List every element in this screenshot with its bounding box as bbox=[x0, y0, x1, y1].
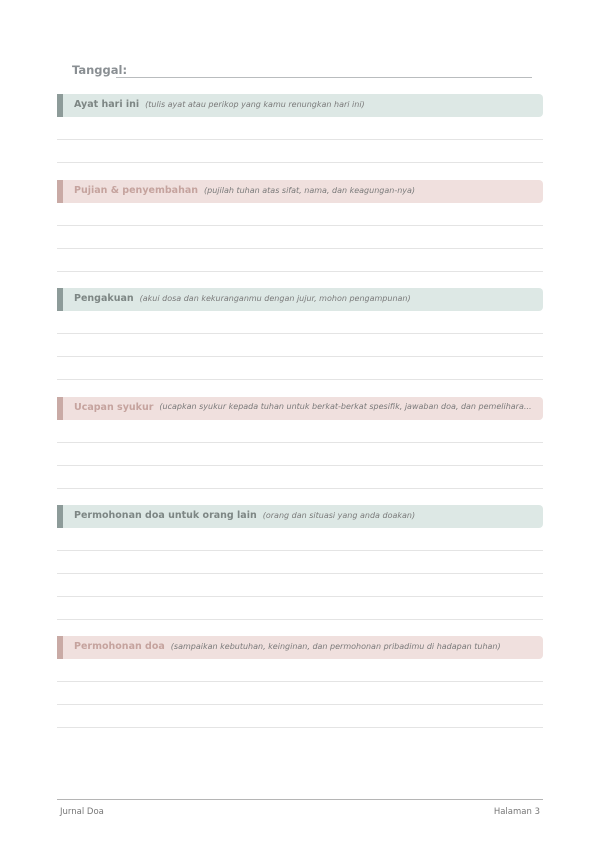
writing-line[interactable] bbox=[57, 442, 543, 443]
footer-page-number: Halaman 3 bbox=[493, 807, 540, 817]
writing-line[interactable] bbox=[57, 465, 543, 466]
writing-line[interactable] bbox=[57, 681, 543, 682]
writing-line[interactable] bbox=[57, 550, 543, 551]
writing-line[interactable] bbox=[57, 619, 543, 620]
writing-line[interactable] bbox=[57, 333, 543, 334]
writing-line[interactable] bbox=[57, 488, 543, 489]
section-accent-bar bbox=[57, 505, 63, 528]
writing-line[interactable] bbox=[57, 248, 543, 249]
section-title: Permohonan doa bbox=[74, 641, 165, 652]
section-accent-bar bbox=[57, 180, 63, 203]
section-title: Pujian & penyembahan bbox=[74, 185, 199, 196]
writing-line[interactable] bbox=[57, 704, 543, 705]
writing-line[interactable] bbox=[57, 356, 543, 357]
section-header bbox=[57, 94, 543, 117]
writing-line[interactable] bbox=[57, 727, 543, 728]
section-accent-bar bbox=[57, 397, 63, 420]
writing-line[interactable] bbox=[57, 596, 543, 597]
section-ayat-hari-ini bbox=[57, 94, 543, 163]
section-accent-bar bbox=[57, 636, 63, 659]
footer-journal-name: Jurnal Doa bbox=[60, 807, 104, 817]
section-accent-bar bbox=[57, 288, 63, 311]
writing-line[interactable] bbox=[57, 379, 543, 380]
writing-line[interactable] bbox=[57, 271, 543, 272]
section-header bbox=[57, 288, 543, 311]
date-label: Tanggal: bbox=[72, 63, 128, 77]
date-input-line[interactable] bbox=[116, 77, 532, 78]
section-ucapan-syukur bbox=[57, 397, 543, 489]
section-title: Ucapan syukur bbox=[74, 402, 154, 413]
section-permohonan-orang-lain bbox=[57, 505, 543, 620]
section-hint: (orang dan situasi yang anda doakan) bbox=[262, 511, 416, 520]
section-header bbox=[57, 636, 543, 659]
section-hint: (akui dosa dan kekuranganmu dengan jujur, mohon pengampunan) bbox=[139, 294, 411, 303]
writing-line[interactable] bbox=[57, 573, 543, 574]
section-hint: (tulis ayat atau perikop yang kamu renungkan hari ini) bbox=[145, 100, 365, 109]
writing-line[interactable] bbox=[57, 139, 543, 140]
writing-line[interactable] bbox=[57, 162, 543, 163]
section-header bbox=[57, 505, 543, 528]
section-pengakuan bbox=[57, 288, 543, 380]
date-row bbox=[72, 62, 532, 80]
footer-divider bbox=[57, 799, 543, 800]
section-hint: (pujilah tuhan atas sifat, nama, dan keagungan-nya) bbox=[204, 186, 416, 195]
section-permohonan-doa bbox=[57, 636, 543, 728]
section-title: Permohonan doa untuk orang lain bbox=[74, 510, 257, 521]
section-title: Ayat hari ini bbox=[74, 99, 140, 110]
section-pujian-penyembahan bbox=[57, 180, 543, 272]
section-title: Pengakuan bbox=[74, 293, 134, 304]
section-hint: (ucapkan syukur kepada tuhan untuk berkat-berkat spesifik, jawaban doa, dan pemelihara... bbox=[159, 402, 532, 411]
writing-line[interactable] bbox=[57, 225, 543, 226]
section-header bbox=[57, 180, 543, 203]
section-hint: (sampaikan kebutuhan, keinginan, dan permohonan pribadimu di hadapan tuhan) bbox=[170, 642, 501, 651]
section-header bbox=[57, 397, 543, 420]
section-accent-bar bbox=[57, 94, 63, 117]
